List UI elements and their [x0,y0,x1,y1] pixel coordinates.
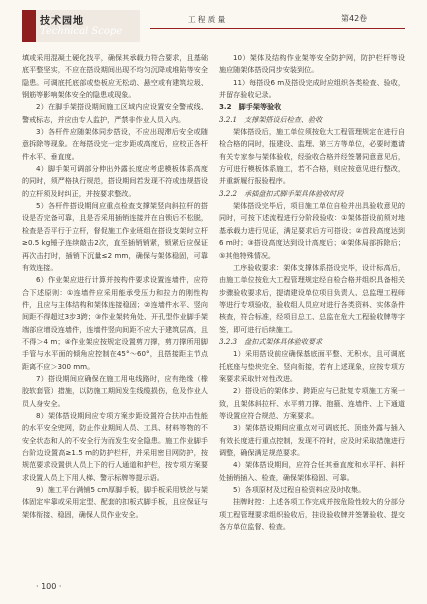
paragraph: 5）各项原材及过程自检资料应及时收集。 [233,485,366,495]
paragraph: 5）各杆件搭设期间应重点检查支撑架竖向斜拉杆的搭设是否完备可靠，且是否采用插销连接并在自锁后不松脱，检查是否平行于立杆，督促施工作业班组在搭设支架时立杆≥0.5 kg锤子连续敲击2次，直至插销销紧，锁紧后应保证再次击打时，插销下沉量≤2 mm，确保与架体稳固，可靠有效连接。 [22,201,208,272]
paragraph: 3）各杆件应随架体同步搭设，不应出现滞后安全或随意拆除等现象。在每搭设完一定步距或高度后，应校正各杆件水平、垂直度。 [22,127,208,161]
paragraph: 2）在脚手架搭设期间施工区域内应设置安全警戒线、警戒标志，并应由专人监护，严禁非作业人员入内。 [22,102,208,124]
paragraph: 4）脚手架可调部分伸出外露长度应考虑模板体系高度的同时，须严格执行规范，搭设期间若发现不符或违规搭设的立杆须及时纠正，并按要求整改。 [22,164,208,198]
paragraph: 10）架体及结构作业架等安全防护网，防护栏杆等设施应随架体搭设同步安装到位。 [219,53,405,75]
paragraph: 2）搭设后的架体步、跨距应与已批复专项施工方案一致，且架体斜拉杆、水平剪刀撑、抱箍、连墙件、上下通道等设置应符合规范、方案要求。 [219,386,405,420]
page-header [0,0,427,48]
paragraph: 4）架体搭设期间，应符合任其垂直度和水平杆、斜杆处插销插入、检查，确保架体稳固、可靠。 [219,460,405,482]
banner-accent-bar [22,10,36,42]
volume-number: 第42卷 [341,14,368,23]
right-column [219,52,405,533]
paragraph: 填或采用混凝土硬化找平，确保其承载力符合要求，且基础底平整坚实，不应在搭设期间出现不均匀沉降或堆陷等安全隐患。可调底托底部或垫板应无松动、悬空或有建筑垃圾、钢筋等影响架体安全的隐患或现象。 [22,53,208,100]
subsection-heading: 3.2.1 支撑架搭设后检查、验收 [219,114,323,124]
paragraph: 7）搭设期间应确保在施工用电线路时，应有绝缘（橡胶软套管）措施，以防施工期间发生线缆损伤，危及作业人员人身安全。 [22,373,208,408]
column-subtitle: Technical Scope [40,26,123,37]
journal-name: 工 程 质 量 [188,15,226,24]
paragraph: 11）每搭设6 m及搭设完成时应组织各类检查、验收，并留存验收记录。 [219,77,405,100]
header-rule [150,28,405,29]
paragraph: 3）架体搭设期间应重点对可调底托、顶座外露与插入有效长度进行重点控制，发现不符时，应及时采取措施进行调整，确保满足规范要求。 [219,423,405,457]
paragraph: 挂牌时控：上述各项工作完成并按危险性较大的分部分项工程管理要求组织验收后，挂设验收牌并签署验收、提交各方单位监督、检查。 [219,497,405,532]
section-heading: 3.2 脚手架等验收 [219,102,282,112]
column-title: 技术园地 [40,16,84,27]
paragraph: 8）架体搭设期间应专项方案步距设置符合扶冲击性能的水平安全兜网，防止作业期间人员、工具、材料等物的不安全状态和人的不安全行为而发生安全隐患。施工作业脚手台阶边设置高≥1.5 m的防护栏杆，并采用密目网防护，按规范要求设置供人员上下的行人通道和护栏，按专项方案要求设置人员上下用人梯、警示标牌等提示语。 [22,410,208,482]
paragraph: 架体搭设后，施工单位须按危大工程管理规定在进行自检合格的同时，报建设、监理、第三方等单位，必要时邀请有关专家参与架体验收，经验收合格并经签署同意意见后，方可进行模板体系施工，若不合格，则应按意见进行整改，并重新履行报验程序。 [219,127,405,186]
left-column [22,52,208,521]
paragraph: 1）采用搭设前应确保基底面平整、无积水，且可调底托底座与垫块完全、竖向衔接，若有上述现象，应按专项方案要求采取针对性改进。 [219,349,405,383]
paragraph: 工序验收要求：架体支撑体系搭设完毕，设计标高后，由施工单位按危大工程管理规定经自检合格并组织具备相关步骤验收要求后，提请建设单位项目负责人、总监理工程师等进行专项验收，验收组人员应对进行各类资料、实体条件核查，符合标准，经项目总工、总监在危大工程验收牌等字签，即可进行后续施工。 [219,262,405,334]
subsection-heading: 3.2.2 承插盘扣式脚手架具体验收时段 [219,188,344,198]
page-number: · 100 · [36,582,62,591]
paragraph: 6）作业架应进行计算并按构件要求设置连墙件，应符合下述原则：①连墙件应采用能承受压力和拉力的刚性构件，且应与主体结构和架体连接稳固；②连墙件水平、竖向间距不得超过3步3跨；③作业架转角处、开孔型作业脚手架端部应增设连墙件，连墙件竖向间距不应大于建筑层高，且不得＞4 m；④作业架应按规定设置剪刀撑，剪刀撑所用脚手管与水平面的倾角应控制在45°～60°，且搭接距主节点距离不应＞300 mm。 [22,275,208,371]
paragraph: 9）施工平台满铺5 cm厚脚手板，脚手板采用铁丝与架体固定牢靠或采用定型、配套的扣板式脚手板，且应保证与架体衔接、稳固，确保人员作业安全。 [22,485,208,519]
paragraph: 架体搭设完毕后，项目施工单位自检并出具验收意见的同时，可按下述流程进行分阶段验收：①架体搭设前须对地基承载力进行见证，满足要求后方可搭设；②首段高度达到6 m时；③搭设高度达到设计高度后；④架体局部拆除后；⑤其他特殊情况。 [219,201,405,260]
subsection-heading: 3.2.3 盘扣式架体具体验收要求 [219,336,323,346]
